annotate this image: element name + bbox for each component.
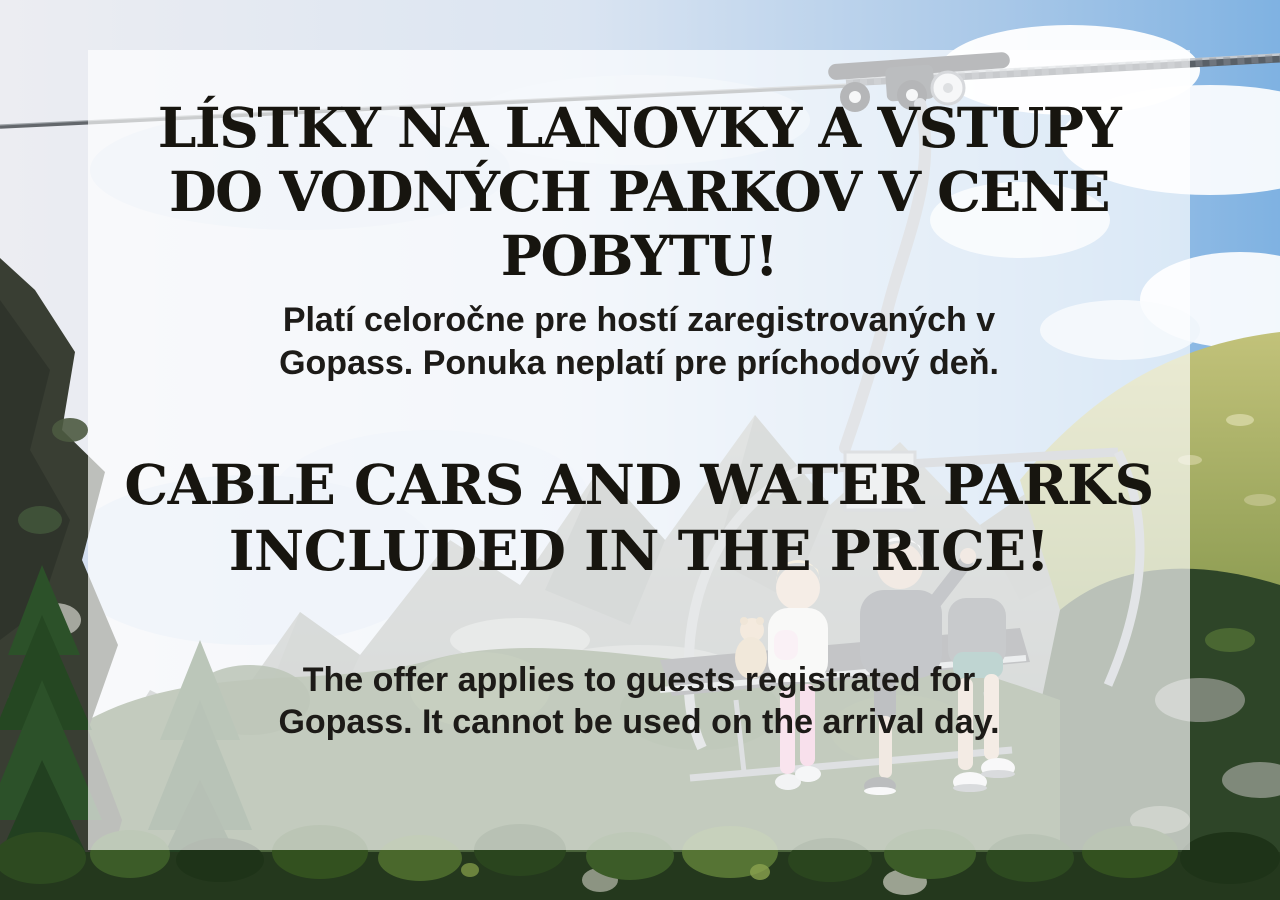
subtext-english (88, 659, 1190, 743)
subtext-en-line-1: The offer applies to guests registrated for (302, 661, 976, 699)
headline-en-line-2: INCLUDED IN THE PRICE! (228, 518, 1050, 583)
headline-en-line-1: CABLE CARS AND WATER PARKS (124, 452, 1154, 517)
subtext-en-line-2: Gopass. It cannot be used on the arrival day. (278, 703, 1000, 741)
headline-english (88, 452, 1190, 584)
headline-slovak (88, 96, 1190, 288)
headline-sk-line-2: DO VODNÝCH PARKOV V CENE (168, 159, 1110, 224)
subtext-sk-line-1: Platí celoročne pre hostí zaregistrovaných v (282, 301, 996, 339)
subtext-sk-line-2: Gopass. Ponuka neplatí pre príchodový deň. (279, 344, 999, 382)
subtext-slovak (88, 299, 1190, 385)
headline-sk-line-3: POBYTU! (500, 223, 778, 288)
headline-sk-line-1: LÍSTKY NA LANOVKY A VSTUPY (157, 95, 1121, 160)
